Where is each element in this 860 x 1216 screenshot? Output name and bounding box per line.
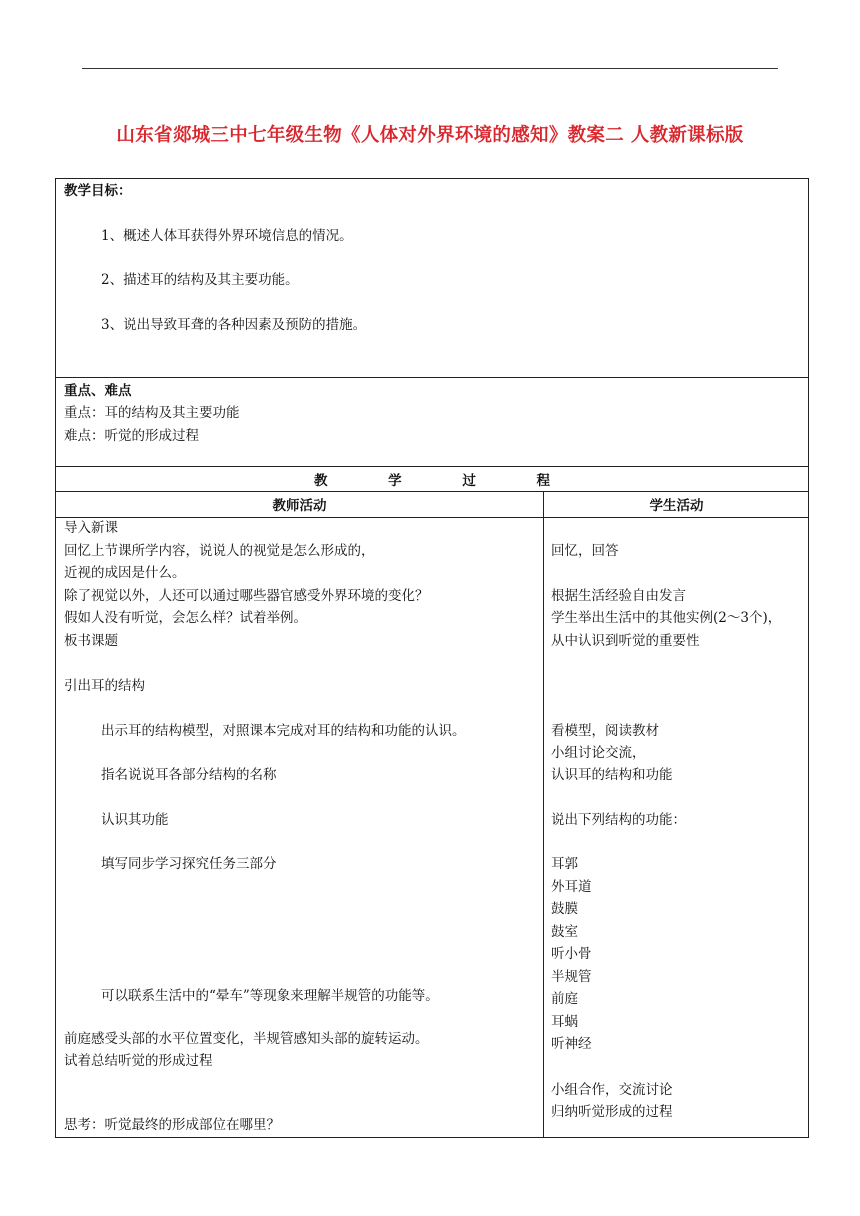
- teacher-line: 认识其功能: [101, 812, 169, 828]
- teacher-line: 试着总结听觉的形成过程: [64, 1053, 213, 1069]
- student-line: 说出下列结构的功能：: [551, 812, 686, 828]
- student-line: 鼓膜: [551, 901, 578, 917]
- objectives-heading: 教学目标：: [64, 183, 132, 199]
- student-line: 鼓室: [551, 924, 578, 940]
- teacher-line: 思考：听觉最终的形成部位在哪里？: [64, 1117, 280, 1133]
- student-line: 认识耳的结构和功能: [551, 767, 673, 783]
- student-line: 从中认识到听觉的重要性: [551, 633, 700, 649]
- student-line: 根据生活经验自由发言: [551, 588, 686, 604]
- objectives-section: [55, 178, 809, 378]
- document-title: 山东省郯城三中七年级生物《人体对外界环境的感知》教案二 人教新课标版: [116, 125, 744, 146]
- process-heading-char: 程: [536, 473, 551, 489]
- student-line: 前庭: [551, 991, 578, 1007]
- student-line: 耳蜗: [551, 1014, 578, 1030]
- teacher-line: 前庭感受头部的水平位置变化，半规管感知头部的旋转运动。: [64, 1031, 429, 1047]
- student-line: 学生举出生活中的其他实例(2～3个)，: [551, 610, 782, 626]
- teacher-line: 除了视觉以外，人还可以通过哪些器官感受外界环境的变化？: [64, 588, 429, 604]
- student-line: 耳郭: [551, 856, 578, 872]
- student-line: 归纳听觉形成的过程: [551, 1104, 673, 1120]
- teacher-activity-header: 教师活动: [272, 498, 327, 514]
- student-line: 小组合作，交流讨论: [551, 1082, 673, 1098]
- key-points-section: [55, 377, 809, 467]
- column-divider: [543, 491, 544, 1137]
- objective-item: 2、描述耳的结构及其主要功能。: [101, 272, 299, 288]
- objective-item: 1、概述人体耳获得外界环境信息的情况。: [101, 228, 353, 244]
- process-heading: [56, 469, 808, 489]
- student-line: 看模型，阅读教材: [551, 723, 659, 739]
- divider: [56, 517, 808, 518]
- key-points-heading: 重点、难点: [64, 383, 132, 399]
- difficulty-text: 难点：听觉的形成过程: [64, 428, 199, 444]
- teacher-line: 假如人没有听觉，会怎么样？试着举例。: [64, 610, 307, 626]
- process-heading-char: 过: [462, 473, 476, 489]
- student-line: 听神经: [551, 1036, 592, 1052]
- teacher-line: 可以联系生活中的“晕车”等现象来理解半规管的功能等。: [101, 988, 439, 1004]
- teacher-line: 填写同步学习探究任务三部分: [101, 856, 277, 872]
- student-line: 外耳道: [551, 879, 592, 895]
- teacher-line: 回忆上节课所学内容，说说人的视觉是怎么形成的，: [64, 543, 375, 559]
- teacher-line: 引出耳的结构: [64, 678, 145, 694]
- student-activity-header: 学生活动: [649, 498, 704, 514]
- student-line: 回忆，回答: [551, 543, 619, 559]
- divider: [56, 491, 808, 492]
- teacher-line: 指名说说耳各部分结构的名称: [101, 767, 277, 783]
- student-line: 听小骨: [551, 946, 592, 962]
- teacher-line: 近视的成因是什么。: [64, 565, 186, 581]
- teacher-line: 出示耳的结构模型，对照课本完成对耳的结构和功能的认识。: [101, 723, 466, 739]
- process-heading-char: 教: [313, 473, 328, 489]
- student-line: 小组讨论交流，: [551, 745, 646, 761]
- focus-text: 重点：耳的结构及其主要功能: [64, 405, 240, 421]
- teaching-process-section: [55, 466, 809, 1138]
- student-line: 半规管: [551, 969, 592, 985]
- teacher-line: 导入新课: [64, 520, 118, 536]
- objective-item: 3、说出导致耳聋的各种因素及预防的措施。: [101, 317, 367, 333]
- process-heading-char: 学: [388, 473, 402, 489]
- header-rule: [82, 68, 778, 69]
- teacher-line: 板书课题: [64, 633, 118, 649]
